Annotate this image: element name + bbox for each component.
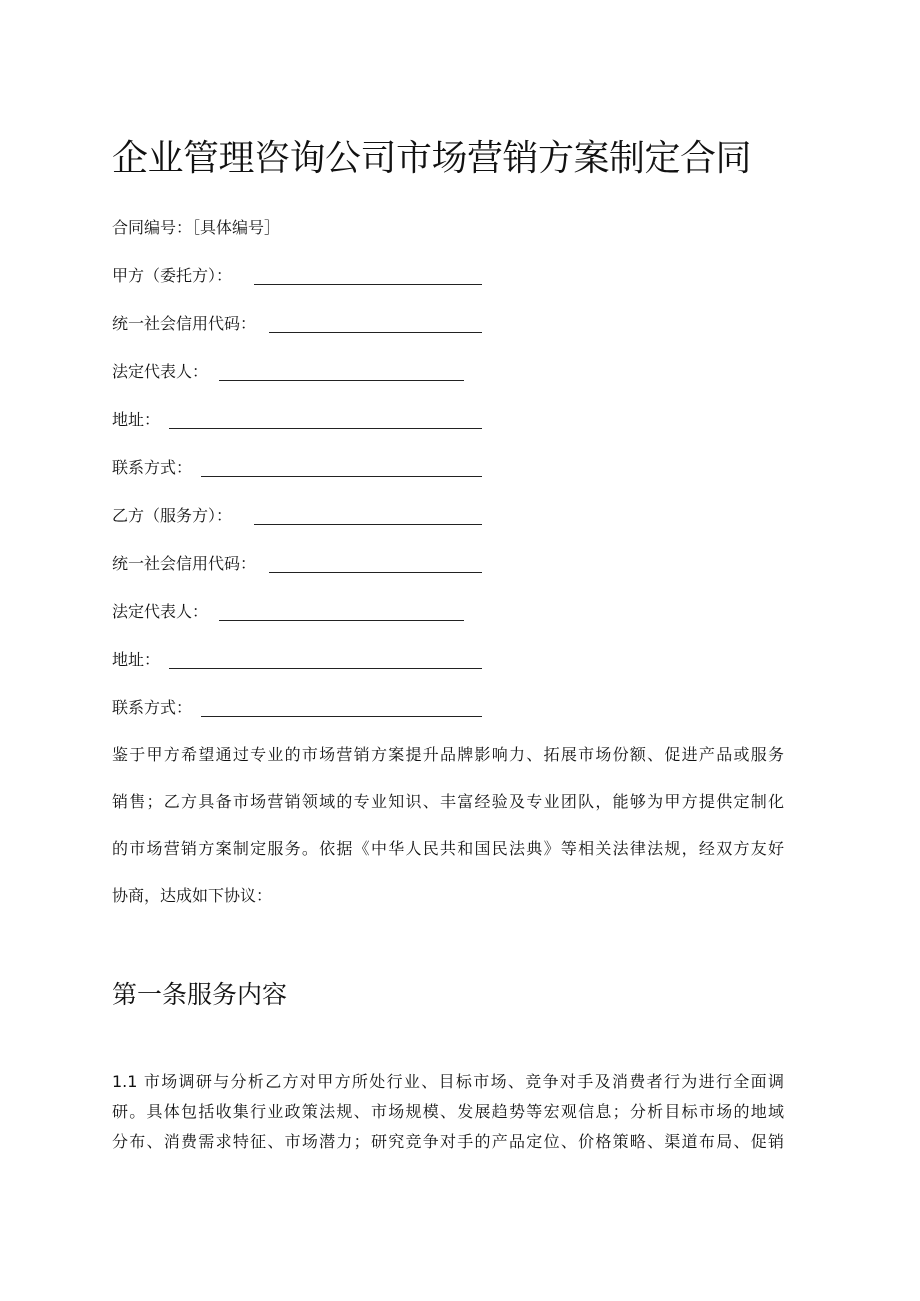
- party-a-label: 甲方（委托方）：: [112, 266, 233, 285]
- party-b-address-label: 地址：: [112, 650, 161, 669]
- party-b-label: 乙方（服务方）：: [112, 506, 233, 525]
- party-b-address-field: [112, 648, 482, 672]
- party-b-blank: [254, 524, 482, 525]
- party-b-credit-code-label: 统一社会信用代码：: [112, 554, 257, 573]
- party-b-legal-rep-field: [112, 600, 464, 624]
- party-a-credit-code-blank: [269, 332, 482, 333]
- party-a-legal-rep-label: 法定代表人：: [112, 362, 209, 381]
- preamble-line: 的市场营销方案制定服务。依据《中华人民共和国民法典》等相关法律法规，经双方友好: [112, 839, 784, 858]
- party-b-contact-blank: [201, 716, 482, 717]
- preamble-line: 销售；乙方具备市场营销领域的专业知识、丰富经验及专业团队，能够为甲方提供定制化: [112, 792, 784, 811]
- party-a-contact-label: 联系方式：: [112, 458, 193, 477]
- party-a-address-field: [112, 408, 482, 432]
- party-a-field: [112, 264, 482, 288]
- party-b-field: [112, 504, 482, 528]
- section-heading: 第一条服务内容: [112, 980, 288, 1009]
- party-a-legal-rep-blank: [219, 380, 464, 381]
- party-b-credit-code-field: [112, 552, 482, 576]
- party-a-credit-code-field: [112, 312, 482, 336]
- party-a-legal-rep-field: [112, 360, 464, 384]
- party-a-contact-field: [112, 456, 482, 480]
- party-a-blank: [254, 284, 482, 285]
- document-title: 企业管理咨询公司市场营销方案制定合同: [112, 138, 752, 179]
- clause-1-1: [112, 1067, 784, 1157]
- party-b-legal-rep-label: 法定代表人：: [112, 602, 209, 621]
- clause-line: 分布、消费需求特征、市场潜力；研究竞争对手的产品定位、价格策略、渠道布局、促销: [112, 1132, 784, 1151]
- clause-line: 研。具体包括收集行业政策法规、市场规模、发展趋势等宏观信息；分析目标市场的地域: [112, 1102, 784, 1121]
- party-b-legal-rep-blank: [219, 620, 464, 621]
- party-b-contact-field: [112, 696, 482, 720]
- party-a-contact-blank: [201, 476, 482, 477]
- preamble-line: 鉴于甲方希望通过专业的市场营销方案提升品牌影响力、拓展市场份额、促进产品或服务: [112, 745, 784, 764]
- clause-line: 1.1 市场调研与分析乙方对甲方所处行业、目标市场、竞争对手及消费者行为进行全面调: [112, 1072, 784, 1091]
- party-b-credit-code-blank: [269, 572, 482, 573]
- party-b-contact-label: 联系方式：: [112, 698, 193, 717]
- contract-number-text: 合同编号：［具体编号］: [112, 218, 281, 237]
- party-a-address-label: 地址：: [112, 410, 161, 429]
- preamble-line: 协商，达成如下协议：: [112, 886, 273, 905]
- preamble-paragraph: [112, 731, 784, 919]
- contract-number: [112, 216, 280, 240]
- party-b-address-blank: [169, 668, 482, 669]
- party-a-credit-code-label: 统一社会信用代码：: [112, 314, 257, 333]
- party-a-address-blank: [169, 428, 482, 429]
